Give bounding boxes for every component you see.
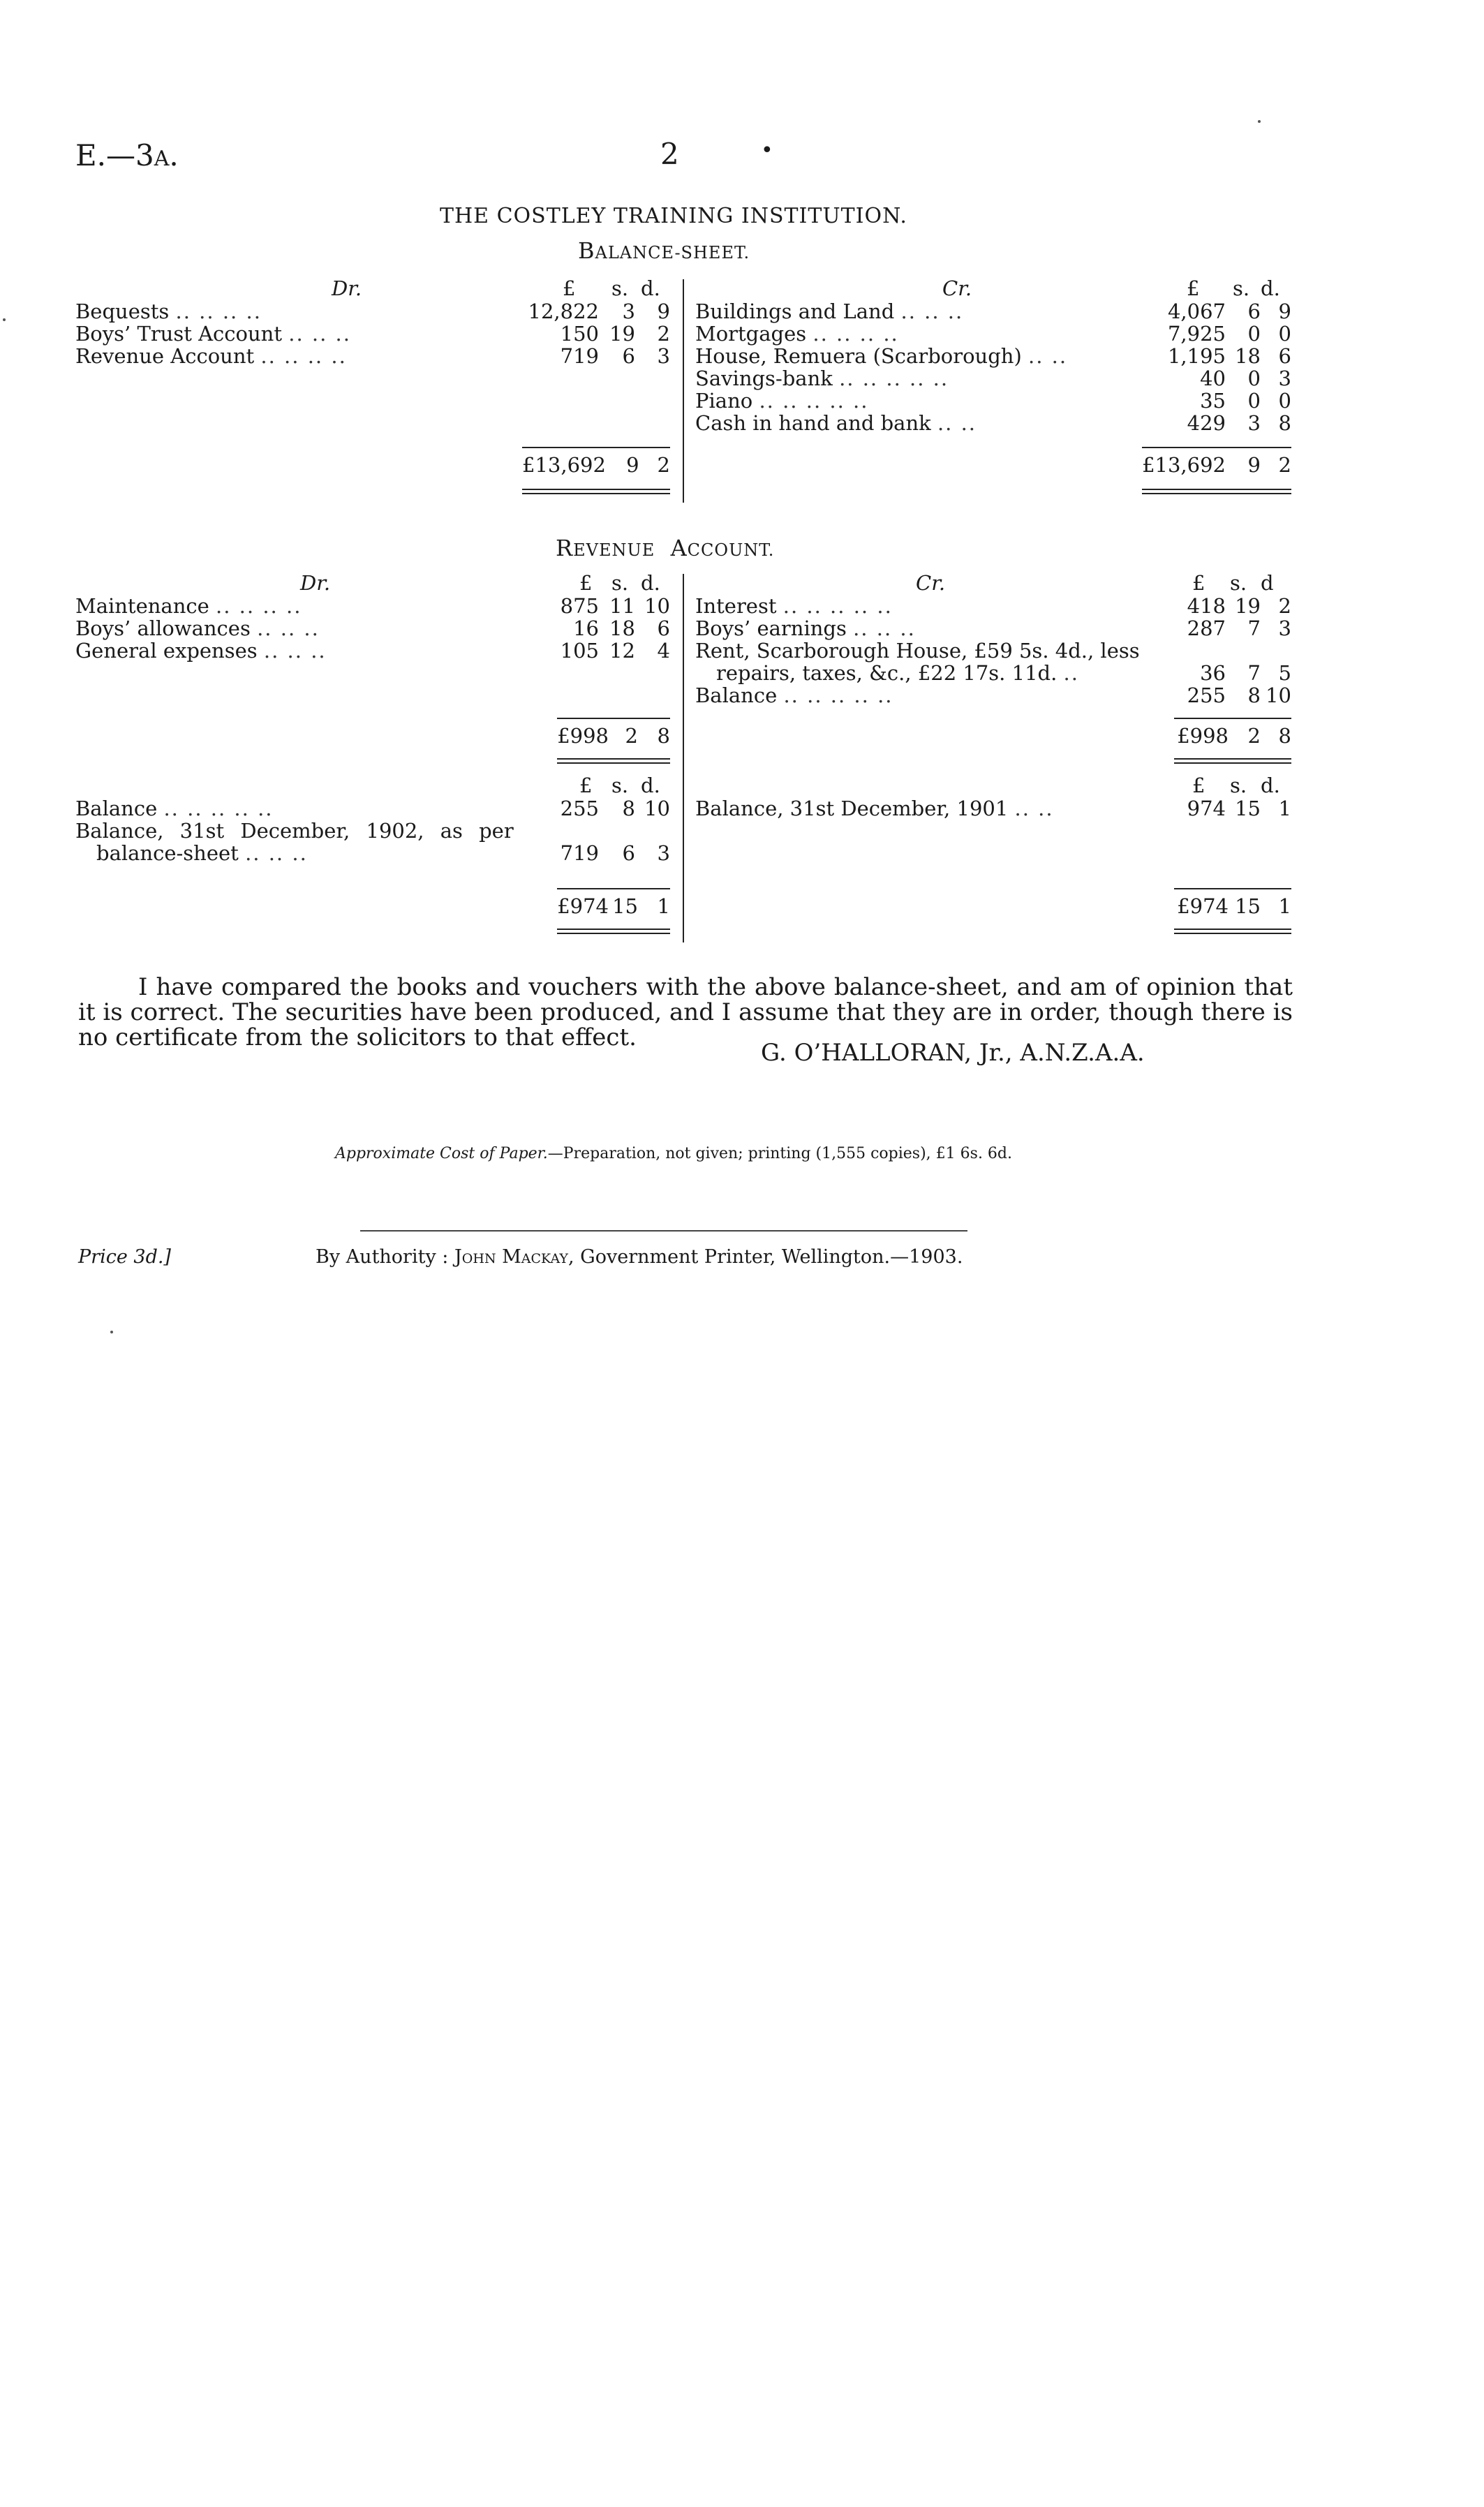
- balance-cr-table: [695, 300, 1291, 434]
- amount-pounds: 150: [560, 322, 599, 346]
- title-rest: ALANCE-SHEET.: [595, 243, 750, 262]
- amount-pounds: 105: [560, 639, 599, 663]
- amount-shillings: 19: [1235, 594, 1261, 618]
- auditor-statement: I have compared the books and vouchers with the above balance-sheet, and am of opinion that it is correct. The securities have been produced, and I assume that they are in order, though there is no certificate from the solicitors to that effect.: [78, 973, 1293, 1051]
- leader-dots: .. .. .. .. ..: [759, 389, 869, 413]
- amount-shillings: 3: [1247, 411, 1261, 435]
- amount-pounds: 40: [1200, 367, 1226, 390]
- total-shillings: 2: [1247, 724, 1261, 748]
- row-label-text: Rent, Scarborough House, £59 5s. 4d., less: [695, 639, 1140, 663]
- total-shillings: 15: [1235, 894, 1261, 918]
- table-row: [695, 345, 1291, 367]
- amount-pence: 6: [1278, 344, 1291, 368]
- total-pounds: £998: [1177, 724, 1229, 748]
- authority-prefix: By Authority :: [316, 1246, 454, 1268]
- total-pounds: £974: [557, 894, 609, 918]
- row-label-text: Boys’ allowances: [75, 616, 251, 640]
- amount-pounds: 719: [560, 344, 599, 368]
- total-row: [1142, 454, 1291, 476]
- total-pence: 1: [657, 894, 670, 918]
- row-label-text: repairs, taxes, &c., £22 17s. 11d.: [716, 661, 1058, 685]
- total-pounds: £13,692: [1142, 453, 1226, 477]
- revenue-balance-dr-total: [557, 895, 670, 917]
- revenue-dr-table: [75, 595, 670, 662]
- amount-pence: 5: [1278, 661, 1291, 685]
- amount-shillings: 12: [609, 639, 635, 663]
- row-label-text: Maintenance: [75, 594, 209, 618]
- scan-speck: [3, 318, 6, 321]
- printer-authority: [316, 1246, 963, 1268]
- currency-pence-head: d.: [1261, 774, 1280, 797]
- currency-shilling-head: s.: [611, 571, 629, 595]
- table-row: [695, 797, 1291, 820]
- total-pounds: £13,692: [522, 453, 606, 477]
- row-label: [75, 617, 522, 639]
- row-label-text: Revenue Account: [75, 344, 255, 368]
- amount-pence: 6: [657, 616, 670, 640]
- amount-pounds: 12,822: [528, 299, 599, 323]
- amount-pence: 9: [1278, 299, 1291, 323]
- revenue-dr-total: [557, 725, 670, 747]
- total-shillings: 2: [625, 724, 638, 748]
- title-initial: A: [670, 535, 688, 561]
- amount-pounds: 255: [1187, 683, 1226, 707]
- amount-shillings: 0: [1247, 389, 1261, 413]
- leader-dots: ..: [1063, 661, 1079, 685]
- table-row: [695, 662, 1291, 684]
- total-pounds: £974: [1177, 894, 1229, 918]
- amount-pence: 3: [1278, 616, 1291, 640]
- row-label: [695, 617, 1149, 639]
- currency-shilling-head: s.: [1230, 774, 1247, 797]
- subtotal-rule: [1174, 718, 1291, 719]
- total-double-rule: [522, 489, 670, 494]
- balance-dr-label: Dr.: [332, 276, 362, 300]
- table-row: [695, 300, 1291, 323]
- amount-shillings: 6: [622, 344, 635, 368]
- amount-pence: 1: [1278, 797, 1291, 820]
- row-label: [695, 639, 1291, 662]
- amount-pence: 2: [1278, 594, 1291, 618]
- total-pence: 2: [1278, 453, 1291, 477]
- total-shillings: 9: [626, 453, 639, 477]
- currency-pound-head: £: [1192, 774, 1205, 797]
- total-double-rule: [557, 758, 670, 764]
- row-label-text: General expenses: [75, 639, 258, 663]
- row-label: [695, 412, 1121, 434]
- reference-end: .: [169, 138, 179, 172]
- subtotal-rule: [557, 888, 670, 889]
- authority-suffix: , Government Printer, Wellington.—1903.: [567, 1246, 963, 1268]
- total-double-rule: [1142, 489, 1291, 494]
- amount-pounds: 974: [1187, 797, 1226, 820]
- revenue-account-title: [556, 535, 774, 561]
- amount-shillings: 0: [1247, 322, 1261, 346]
- currency-shilling-head: s.: [611, 774, 629, 797]
- total-pence: 1: [1278, 894, 1291, 918]
- leader-dots: .. .. .. ..: [175, 299, 262, 323]
- amount-pence: 9: [657, 299, 670, 323]
- amount-pence: 3: [657, 344, 670, 368]
- leader-dots: .. .. ..: [853, 616, 916, 640]
- amount-shillings: 19: [609, 322, 635, 346]
- row-label-text: Piano: [695, 389, 753, 413]
- table-row: [695, 595, 1291, 617]
- amount-pounds: 4,067: [1167, 299, 1226, 323]
- cost-note-text: —Preparation, not given; printing (1,555 copies), £1 6s. 6d.: [547, 1145, 1013, 1162]
- table-row: [75, 639, 670, 662]
- revenue-balance-cr-table: [695, 797, 1291, 820]
- amount-shillings: 15: [1235, 797, 1261, 820]
- amount-pounds: 719: [560, 841, 599, 865]
- subtotal-rule: [1142, 447, 1291, 448]
- total-row: [557, 895, 670, 917]
- leader-dots: .. .. .. ..: [813, 322, 899, 346]
- amount-pence: 3: [1278, 367, 1291, 390]
- balance-cr-total: [1142, 454, 1291, 476]
- amount-shillings: 7: [1247, 616, 1261, 640]
- reference-main: E.—3: [75, 138, 154, 172]
- total-pence: 8: [657, 724, 670, 748]
- row-label: [75, 797, 522, 820]
- balance-sheet-title: [578, 237, 750, 264]
- total-double-rule: [1174, 929, 1291, 934]
- currency-pound-head: £: [1187, 276, 1200, 300]
- amount-shillings: 6: [622, 841, 635, 865]
- row-label-text: Cash in hand and bank: [695, 411, 931, 435]
- leader-dots: .. ..: [1014, 797, 1054, 820]
- total-shillings: 9: [1247, 453, 1261, 477]
- total-double-rule: [1174, 758, 1291, 764]
- total-pence: 8: [1278, 724, 1291, 748]
- revenue-dr-label: Dr.: [300, 571, 331, 595]
- institution-title: THE COSTLEY TRAINING INSTITUTION.: [440, 204, 907, 228]
- amount-shillings: 7: [1247, 661, 1261, 685]
- row-label-text: Interest: [695, 594, 777, 618]
- row-label: [75, 639, 522, 662]
- amount-pounds: 36: [1200, 661, 1226, 685]
- revenue-cr-total: [1174, 725, 1291, 747]
- currency-pence-head: d.: [1261, 276, 1280, 300]
- total-shillings: 15: [612, 894, 638, 918]
- revenue-balance-dr-table: [75, 797, 670, 864]
- currency-pound-head: £: [579, 571, 593, 595]
- currency-pound-head: £: [579, 774, 593, 797]
- amount-shillings: 18: [609, 616, 635, 640]
- row-label: [75, 842, 522, 864]
- amount-pounds: 418: [1187, 594, 1226, 618]
- table-row: [75, 820, 670, 842]
- leader-dots: .. .. .. .. ..: [782, 594, 893, 618]
- subtotal-rule: [557, 718, 670, 719]
- amount-shillings: 8: [1247, 683, 1261, 707]
- row-label-text: Boys’ earnings: [695, 616, 847, 640]
- amount-shillings: 8: [622, 797, 635, 820]
- currency-shilling-head: s.: [1230, 571, 1247, 595]
- table-row: [75, 842, 670, 864]
- amount-pence: 10: [644, 797, 670, 820]
- leader-dots: .. .. .. .. ..: [839, 367, 949, 390]
- title-rest: CCOUNT.: [687, 540, 775, 560]
- title-rest: EVENUE: [573, 540, 655, 560]
- currency-shilling-head: s.: [611, 276, 629, 300]
- table-row: [695, 367, 1291, 390]
- row-label-text: Mortgages: [695, 322, 807, 346]
- row-label: [695, 367, 1121, 390]
- currency-pence-head: d.: [641, 774, 660, 797]
- row-label: [695, 595, 1149, 617]
- leader-dots: .. .. .. ..: [260, 344, 347, 368]
- row-label: [75, 345, 494, 367]
- amount-pounds: 875: [560, 594, 599, 618]
- table-row: [75, 323, 670, 345]
- table-row: [75, 797, 670, 820]
- printer-name: John Mackay: [454, 1246, 568, 1268]
- row-label: [695, 300, 1121, 323]
- currency-pound-head: £: [1192, 571, 1205, 595]
- leader-dots: .. .. ..: [263, 639, 327, 663]
- balance-cr-label: Cr.: [942, 276, 972, 300]
- currency-shilling-head: s.: [1233, 276, 1250, 300]
- scan-speck: [110, 1331, 113, 1333]
- amount-pence: 10: [1266, 683, 1291, 707]
- table-row: [75, 617, 670, 639]
- revenue-cr-table: [695, 595, 1291, 707]
- amount-pence: 0: [1278, 322, 1291, 346]
- amount-pence: 10: [644, 594, 670, 618]
- amount-pence: 0: [1278, 389, 1291, 413]
- row-label: [695, 390, 1121, 412]
- currency-pence-head: d: [1261, 571, 1274, 595]
- total-double-rule: [557, 929, 670, 934]
- amount-pence: 2: [657, 322, 670, 346]
- balance-dr-table: [75, 300, 670, 367]
- amount-pounds: 255: [560, 797, 599, 820]
- leader-dots: .. .. .. .. ..: [783, 683, 893, 707]
- column-divider: [683, 279, 684, 503]
- footer-rule: [360, 1230, 967, 1232]
- amount-pence: 8: [1278, 411, 1291, 435]
- leader-dots: .. .. ..: [245, 841, 308, 865]
- cost-of-paper-note: [0, 1145, 1347, 1162]
- leader-dots: .. .. ..: [900, 299, 964, 323]
- currency-pence-head: d.: [641, 571, 660, 595]
- amount-shillings: 6: [1247, 299, 1261, 323]
- row-label: [75, 820, 670, 842]
- subtotal-rule: [1174, 888, 1291, 889]
- total-row: [557, 725, 670, 747]
- amount-pounds: 1,195: [1167, 344, 1226, 368]
- leader-dots: .. ..: [937, 411, 977, 435]
- header-mark: •: [761, 138, 773, 163]
- row-label: [75, 300, 494, 323]
- row-label-text: House, Remuera (Scarborough): [695, 344, 1022, 368]
- total-row: [1174, 895, 1291, 917]
- table-row: [695, 412, 1291, 434]
- row-label: [695, 684, 1149, 707]
- row-label-text: Savings-bank: [695, 367, 833, 390]
- scan-speck: [1258, 120, 1261, 123]
- page-number: 2: [660, 137, 679, 171]
- row-label-text: Balance: [75, 797, 158, 820]
- amount-pounds: 287: [1187, 616, 1226, 640]
- row-label-text: Buildings and Land: [695, 299, 895, 323]
- amount-pounds: 35: [1200, 389, 1226, 413]
- amount-shillings: 11: [609, 594, 635, 618]
- cost-note-label: Approximate Cost of Paper.: [334, 1145, 548, 1162]
- total-pounds: £998: [557, 724, 609, 748]
- table-row: [695, 639, 1291, 662]
- currency-pence-head: d.: [641, 276, 660, 300]
- table-row: [695, 323, 1291, 345]
- balance-dr-total: [522, 454, 670, 476]
- reference-suffix: A: [154, 147, 170, 171]
- amount-pounds: 16: [573, 616, 599, 640]
- total-row: [522, 454, 670, 476]
- column-divider: [683, 574, 684, 942]
- title-initial: R: [556, 535, 574, 561]
- amount-shillings: 0: [1247, 367, 1261, 390]
- row-label-text: Balance: [695, 683, 778, 707]
- amount-pence: 3: [657, 841, 670, 865]
- row-label-text: balance-sheet: [96, 841, 239, 865]
- document-reference: [75, 138, 179, 172]
- table-row: [695, 617, 1291, 639]
- row-label: [695, 662, 1149, 684]
- row-label-text: Boys’ Trust Account: [75, 322, 283, 346]
- amount-pounds: 429: [1187, 411, 1226, 435]
- row-label: [695, 323, 1121, 345]
- row-label: [695, 345, 1121, 367]
- table-row: [75, 595, 670, 617]
- leader-dots: .. .. ..: [257, 616, 320, 640]
- amount-pounds: 7,925: [1167, 322, 1226, 346]
- price-note: Price 3d.]: [78, 1246, 171, 1268]
- revenue-cr-label: Cr.: [916, 571, 946, 595]
- table-row: [695, 684, 1291, 707]
- amount-shillings: 3: [622, 299, 635, 323]
- revenue-balance-cr-total: [1174, 895, 1291, 917]
- amount-pence: 4: [657, 639, 670, 663]
- amount-shillings: 18: [1235, 344, 1261, 368]
- leader-dots: .. .. .. .. ..: [163, 797, 274, 820]
- subtotal-rule: [522, 447, 670, 448]
- table-row: [695, 390, 1291, 412]
- leader-dots: .. .. .. ..: [216, 594, 302, 618]
- row-label: [695, 797, 1149, 820]
- row-label-text: Bequests: [75, 299, 170, 323]
- total-row: [1174, 725, 1291, 747]
- row-label-text: Balance, 31st December, 1902, as per: [75, 819, 514, 843]
- total-pence: 2: [657, 453, 670, 477]
- table-row: [75, 300, 670, 323]
- table-row: [75, 345, 670, 367]
- currency-pound-head: £: [563, 276, 576, 300]
- title-initial: B: [578, 237, 595, 264]
- auditor-signature: G. O’HALLORAN, Jr., A.N.Z.A.A.: [761, 1039, 1145, 1067]
- leader-dots: .. ..: [1028, 344, 1068, 368]
- row-label: [75, 323, 494, 345]
- row-label: [75, 595, 522, 617]
- leader-dots: .. .. ..: [288, 322, 351, 346]
- row-label-text: Balance, 31st December, 1901: [695, 797, 1009, 820]
